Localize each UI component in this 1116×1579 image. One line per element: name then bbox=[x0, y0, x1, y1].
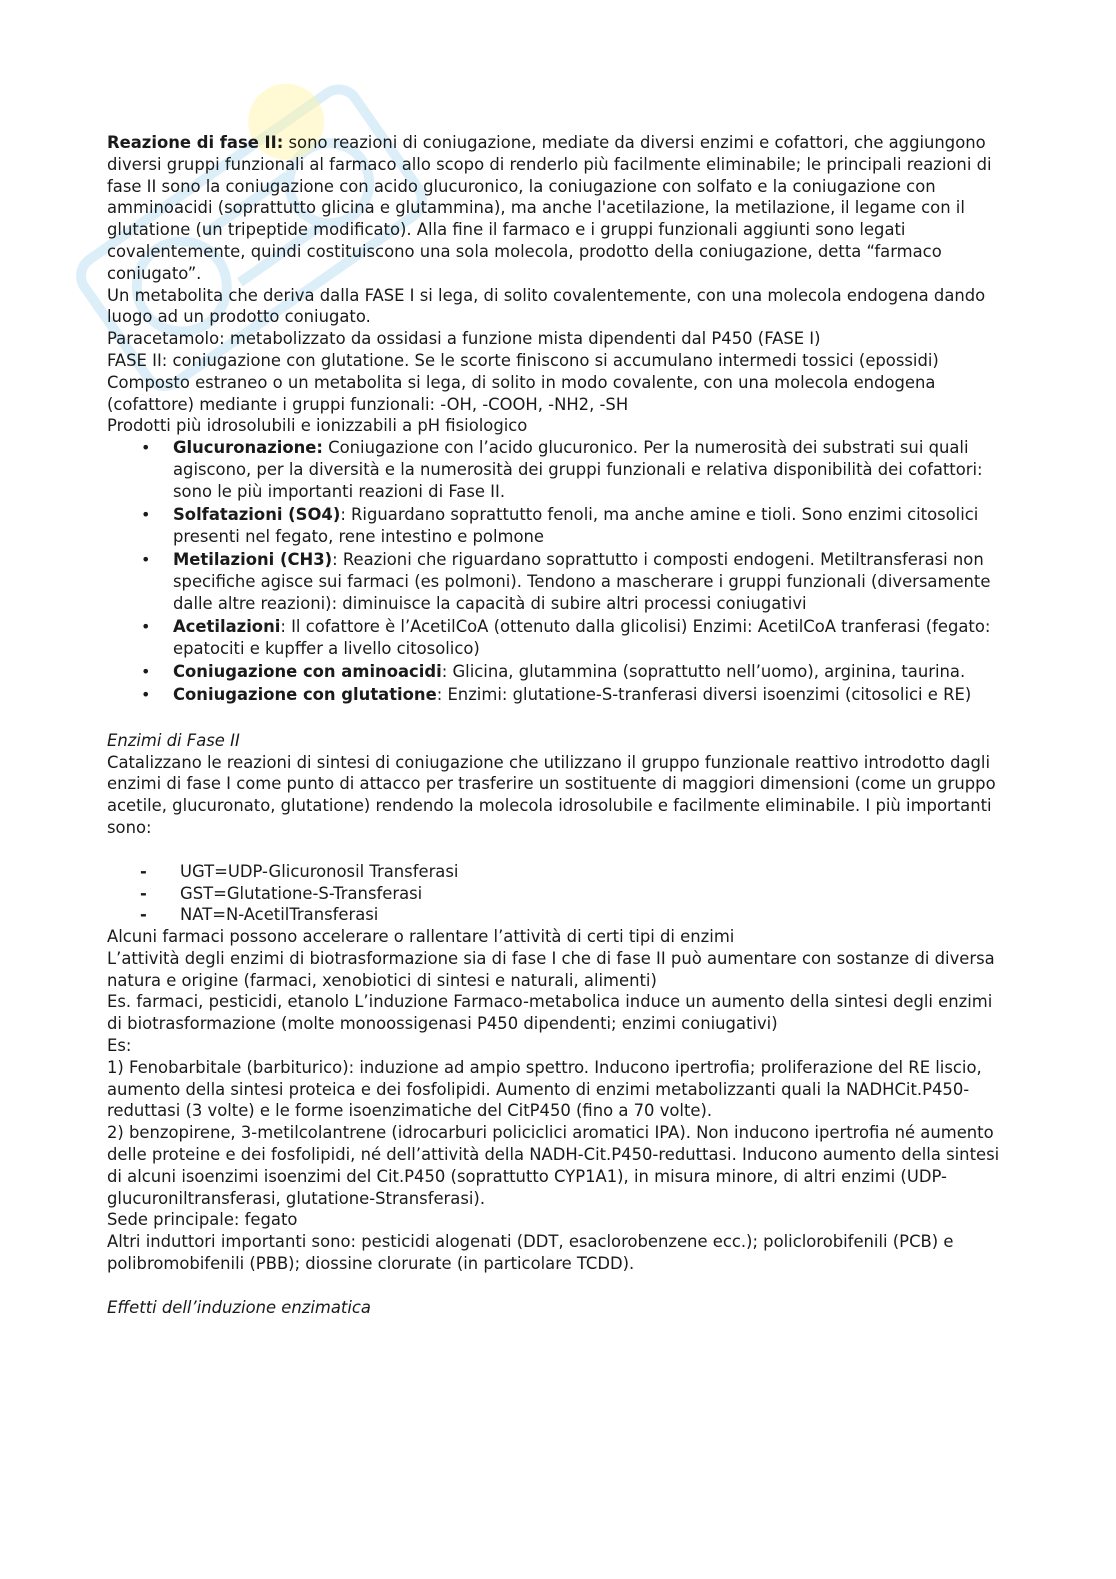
enzyme-item: - GST=Glutatione-S-Transferasi bbox=[180, 883, 1007, 905]
text-line: 2) benzopirene, 3-metilcolantrene (idrocarburi policiclici aromatici IPA). Non inducono ipertrofia né aumento delle proteine e dei fosfolipidi, né dell’attività della NADH-Cit.P450-reduttasi. Inducono aumento della sintesi di alcuni isoenzimi isoenzimi del Cit.P450 (soprattutto CYP1A1), in misura minore, di altri enzimi (UDP-glucuroniltransferasi, glutatione-Stransferasi). bbox=[107, 1123, 1000, 1208]
list-item-text: : Riguardano soprattutto fenoli, ma anche amine e tioli. Sono enzimi citosolici presenti nel fegato, rene intestino e polmone bbox=[173, 505, 979, 546]
conjugation-list bbox=[107, 437, 1007, 706]
spacer bbox=[107, 839, 1007, 861]
list-item-term: Solfatazioni (SO4) bbox=[173, 505, 341, 525]
enzyme-item: - UGT=UDP-Glicuronosil Transferasi bbox=[180, 861, 1007, 883]
text-line: Altri induttori importanti sono: pesticidi alogenati (DDT, esaclorobenzene ecc.); policlorobifenili (PCB) e polibromobifenili (PBB); diossine clorurate (in particolare TCDD). bbox=[107, 1232, 954, 1274]
text-line: Es: bbox=[107, 1036, 132, 1056]
list-item-term: Acetilazioni bbox=[173, 617, 281, 637]
list-item-term: Metilazioni (CH3) bbox=[173, 550, 333, 570]
list-item-text: : Glicina, glutammina (soprattutto nell’uomo), arginina, taurina. bbox=[441, 662, 966, 682]
text-line: L’attività degli enzimi di biotrasformazione sia di fase I che di fase II può aumentare con sostanze di diversa natura e origine (farmaci, xenobiotici di sintesi e naturali, alimenti) bbox=[107, 948, 995, 990]
list-item-text: : Reazioni che riguardano soprattutto i composti endogeni. Metiltransferasi non specifiche agisce sui farmaci (es polmoni). Tendono a mascherare i gruppi funzionali (diversamente dalle altre reazioni): diminuisce la capacità di subire altri processi coniugativi bbox=[173, 550, 991, 613]
spacer bbox=[107, 708, 1007, 730]
list-item bbox=[173, 661, 1007, 683]
section-paragraph: Catalizzano le reazioni di sintesi di coniugazione che utilizzano il gruppo funzionale reattivo introdotto dagli enzimi di fase I come punto di attacco per trasferire un sostituente di maggiori dimensioni (come un gruppo acetile, glucuronato, glutatione) rendendo la molecola idrosolubile e facilmente eliminabile. I più importanti sono: bbox=[107, 752, 996, 837]
enzyme-list bbox=[107, 861, 1007, 926]
spacer bbox=[107, 1275, 1007, 1297]
intro-text: sono reazioni di coniugazione, mediate da diversi enzimi e cofattori, che aggiungono diversi gruppi funzionali al farmaco allo scopo di renderlo più facilmente eliminabile; le principali reazioni di fase II sono la coniugazione con acido glucuronico, la coniugazione con solfato e la coniugazione con amminoacidi (soprattutto glicina e glutammina), ma anche l'acetilazione, la metilazione, il legame con il glutatione (un tripeptide modificato). Alla fine il farmaco e i gruppi funzionali aggiunti sono legati covalentemente, quindi costituiscono una sola molecola, prodotto della coniugazione, detta “farmaco coniugato”. bbox=[107, 133, 992, 283]
document-page bbox=[107, 132, 1007, 1319]
text-line: Paracetamolo: metabolizzato da ossidasi a funzione mista dipendenti dal P450 (FASE I) bbox=[107, 329, 821, 349]
list-item bbox=[173, 684, 1007, 706]
list-item bbox=[173, 549, 1007, 614]
list-item-text: : Enzimi: glutatione-S-tranferasi diversi isoenzimi (citosolici e RE) bbox=[436, 685, 972, 705]
intro-paragraph bbox=[107, 132, 1007, 285]
section-title: Effetti dell’induzione enzimatica bbox=[107, 1297, 371, 1317]
text-line: Sede principale: fegato bbox=[107, 1210, 298, 1230]
list-item-term: Coniugazione con glutatione bbox=[173, 685, 437, 705]
list-item bbox=[173, 616, 1007, 660]
list-item-term: Glucuronazione: bbox=[173, 438, 323, 458]
enzyme-item: - NAT=N-AcetilTransferasi bbox=[180, 904, 1007, 926]
text-line: Prodotti più idrosolubili e ionizzabili a pH fisiologico bbox=[107, 416, 528, 436]
text-line: Es. farmaci, pesticidi, etanolo L’induzione Farmaco-metabolica induce un aumento della sintesi degli enzimi di biotrasformazione (molte monoossigenasi P450 dipendenti; enzimi coniugativi) bbox=[107, 992, 993, 1034]
text-line: FASE II: coniugazione con glutatione. Se le scorte finiscono si accumulano intermedi tossici (epossidi) bbox=[107, 350, 939, 370]
list-item bbox=[173, 437, 1007, 502]
list-item-text: Coniugazione con l’acido glucuronico. Per la numerosità dei substrati sui quali agiscono, per la diversità e la numerosità dei gruppi funzionali e relativa disponibilità dei cofattori: sono le più importanti reazioni di Fase II. bbox=[173, 438, 983, 501]
list-item bbox=[173, 504, 1007, 548]
text-line: Alcuni farmaci possono accelerare o rallentare l’attività di certi tipi di enzimi bbox=[107, 927, 735, 947]
intro-heading: Reazione di fase II: bbox=[107, 133, 284, 152]
text-line: 1) Fenobarbitale (barbiturico): induzione ad ampio spettro. Inducono ipertrofia; proliferazione del RE liscio, aumento della sintesi proteica e dei fosfolipidi. Aumento di enzimi metabolizzanti quali la NADHCit.P450-reduttasi (3 volte) e le forme isoenzimatiche del CitP450 (fino a 70 volte). bbox=[107, 1057, 982, 1121]
list-item-term: Coniugazione con aminoacidi bbox=[173, 662, 442, 682]
list-item-text: : Il cofattore è l’AcetilCoA (ottenuto dalla glicolisi) Enzimi: AcetilCoA tranferasi (fegato: epatociti e kupffer a livello citosolico) bbox=[173, 617, 991, 658]
text-line: Un metabolita che deriva dalla FASE I si lega, di solito covalentemente, con una molecola endogena dando luogo ad un prodotto coniugato. bbox=[107, 285, 986, 327]
text-line: Composto estraneo o un metabolita si lega, di solito in modo covalente, con una molecola endogena (cofattore) mediante i gruppi funzionali: -OH, -COOH, -NH2, -SH bbox=[107, 372, 936, 414]
section-title: Enzimi di Fase II bbox=[107, 730, 240, 750]
